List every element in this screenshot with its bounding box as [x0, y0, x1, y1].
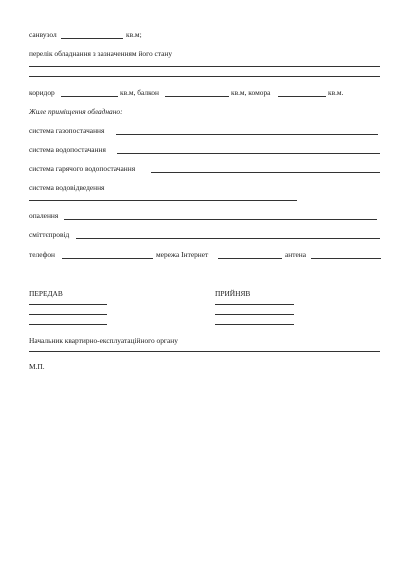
handed-over-line-3[interactable] [29, 324, 107, 325]
gas-label: система газопостачання [29, 126, 105, 135]
storage-unit: кв.м. [328, 88, 344, 97]
accepted-heading: ПРИЙНЯВ [215, 289, 251, 298]
sanvuzol-unit: кв.м; [126, 30, 142, 39]
sanvuzol-label: санвузол [29, 30, 57, 39]
equipped-heading: Жиле приміщення обладнано: [29, 107, 123, 116]
garbage-field[interactable] [76, 238, 380, 239]
gas-field[interactable] [116, 134, 378, 135]
internet-field[interactable] [218, 258, 282, 259]
head-label: Начальник квартирно-експлуатаційного органу [29, 336, 178, 345]
phone-label: телефон [29, 250, 56, 259]
heating-label: опалення [29, 211, 59, 220]
corridor-unit: кв.м, балкон [120, 88, 159, 97]
accepted-line-1[interactable] [215, 304, 294, 305]
corridor-label: коридор [29, 88, 55, 97]
internet-label: мережа Інтернет [156, 250, 209, 259]
handed-over-line-1[interactable] [29, 304, 107, 305]
water-label: система водопостачання [29, 145, 106, 154]
hot-water-label: система гарячого водопостачання [29, 164, 136, 173]
antenna-field[interactable] [311, 258, 381, 259]
heating-field[interactable] [64, 219, 377, 220]
equipment-line-1[interactable] [29, 66, 380, 67]
phone-field[interactable] [62, 258, 153, 259]
handed-over-heading: ПЕРЕДАВ [29, 289, 63, 298]
accepted-line-2[interactable] [215, 314, 294, 315]
balcony-area-field[interactable] [165, 96, 229, 97]
handed-over-line-2[interactable] [29, 314, 107, 315]
corridor-area-field[interactable] [61, 96, 118, 97]
drainage-label: система водовідведення [29, 183, 105, 192]
antenna-label: антена [285, 250, 306, 259]
water-field[interactable] [117, 153, 380, 154]
equipment-line-2[interactable] [29, 76, 380, 77]
balcony-unit: кв.м, комора [231, 88, 271, 97]
stamp-label: М.П. [29, 362, 45, 371]
storage-area-field[interactable] [278, 96, 326, 97]
accepted-line-3[interactable] [215, 324, 294, 325]
head-signature-line[interactable] [29, 351, 380, 352]
garbage-label: сміттєпровід [29, 230, 70, 239]
equipment-list-label: перелік обладнання з зазначенням його стану [29, 49, 173, 58]
sanvuzol-area-field[interactable] [61, 38, 123, 39]
hot-water-field[interactable] [151, 172, 380, 173]
drainage-field[interactable] [29, 200, 297, 201]
